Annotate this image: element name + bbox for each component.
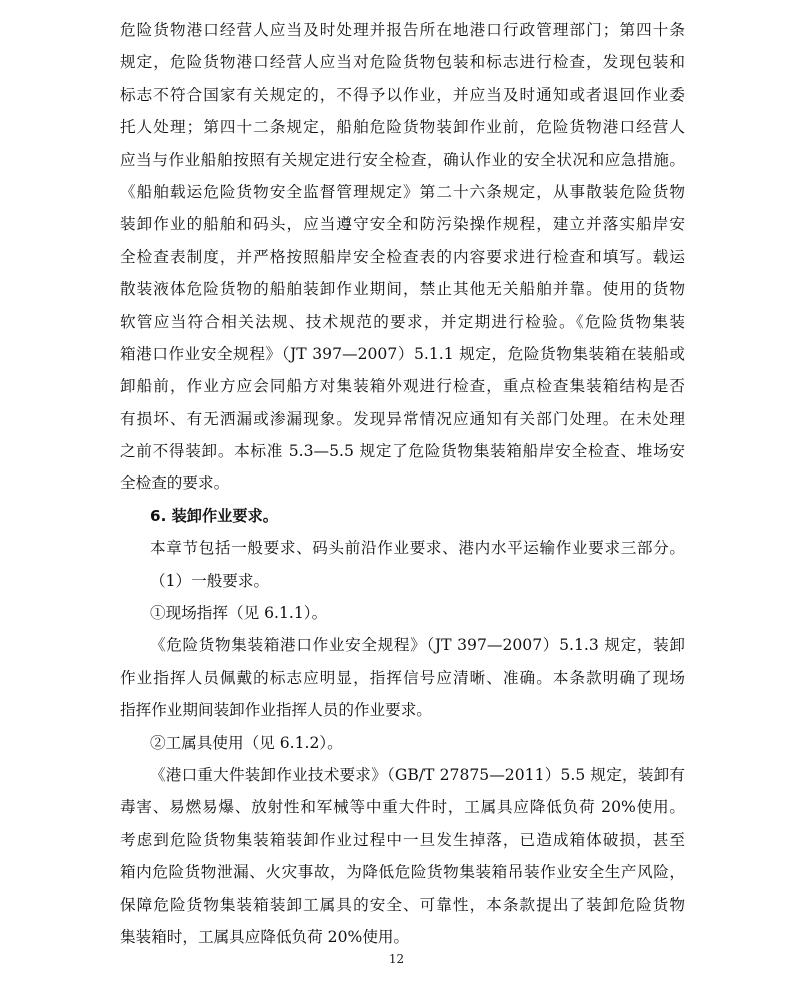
text-line: 有损坏、有无洒漏或渗漏现象。发现异常情况应通知有关部门处理。在未处理 <box>120 409 685 428</box>
text-line: 考虑到危险货物集装箱装卸作业过程中一旦发生掉落，已造成箱体破损，甚至 <box>120 830 685 849</box>
text-line: 之前不得装卸。本标准 5.3—5.5 规定了危险货物集装箱船岸安全检查、堆场安 <box>120 442 685 461</box>
text-line: 保障危险货物集装箱装卸工属具的安全、可靠性，本条款提出了装卸危险货物 <box>120 895 685 914</box>
text-line: 托人处理；第四十二条规定，船舶危险货物装卸作业前，危险货物港口经营人 <box>120 118 685 137</box>
text-line: ①现场指挥（见 6.1.1）。 <box>150 604 328 623</box>
text-line: 集装箱时，工属具应降低负荷 20%使用。 <box>120 927 410 946</box>
text-line: 软管应当符合相关法规、技术规范的要求，并定期进行检验。《危险货物集装 <box>120 312 685 331</box>
text-line: 《危险货物集装箱港口作业安全规程》（JT 397—2007）5.1.3 规定，装卸 <box>150 636 685 655</box>
text-line: 卸船前，作业方应会同船方对集装箱外观进行检查，重点检查集装箱结构是否 <box>120 377 685 396</box>
text-line: 作业指挥人员佩戴的标志应明显，指挥信号应清晰、准确。本条款明确了现场 <box>120 668 685 687</box>
text-line: 《船舶载运危险货物安全监督管理规定》第二十六条规定，从事散装危险货物 <box>120 182 685 201</box>
section-heading: 6. 装卸作业要求。 <box>150 506 278 525</box>
text-line: ②工属具使用（见 6.1.2）。 <box>150 733 343 752</box>
text-line: 全检查的要求。 <box>120 474 230 493</box>
text-line: （1）一般要求。 <box>150 571 270 590</box>
text-line: 规定，危险货物港口经营人应当对危险货物包装和标志进行检查，发现包装和 <box>120 53 685 72</box>
text-line: 标志不符合国家有关规定的，不得予以作业，并应当及时通知或者退回作业委 <box>120 85 685 104</box>
text-line: 本章节包括一般要求、码头前沿作业要求、港内水平运输作业要求三部分。 <box>150 539 685 558</box>
text-line: 箱港口作业安全规程》（JT 397—2007）5.1.1 规定，危险货物集装箱在装船或 <box>120 344 685 363</box>
text-line: 毒害、易燃易爆、放射性和军械等中重大件时，工属具应降低负荷 20%使用。 <box>120 798 685 817</box>
text-line: 危险货物港口经营人应当及时处理并报告所在地港口行政管理部门；第四十条 <box>120 21 685 39</box>
page-number: 12 <box>388 952 405 966</box>
text-line: 《港口重大件装卸作业技术要求》（GB/T 27875—2011）5.5 规定，装卸有 <box>150 765 685 784</box>
text-line: 全检查表制度，并严格按照船岸安全检查表的内容要求进行检查和填写。载运 <box>120 247 685 266</box>
text-line: 指挥作业期间装卸作业指挥人员的作业要求。 <box>120 701 432 720</box>
body-text <box>120 14 685 953</box>
text-line: 箱内危险货物泄漏、火灾事故，为降低危险货物集装箱吊装作业安全生产风险， <box>120 863 685 882</box>
text-line: 装卸作业的船舶和码头，应当遵守安全和防污染操作规程，建立并落实船岸安 <box>120 215 685 234</box>
text-line: 散装液体危险货物的船舶装卸作业期间，禁止其他无关船舶并靠。使用的货物 <box>120 280 685 299</box>
text-line: 应当与作业船舶按照有关规定进行安全检查，确认作业的安全状况和应急措施。 <box>120 150 685 169</box>
